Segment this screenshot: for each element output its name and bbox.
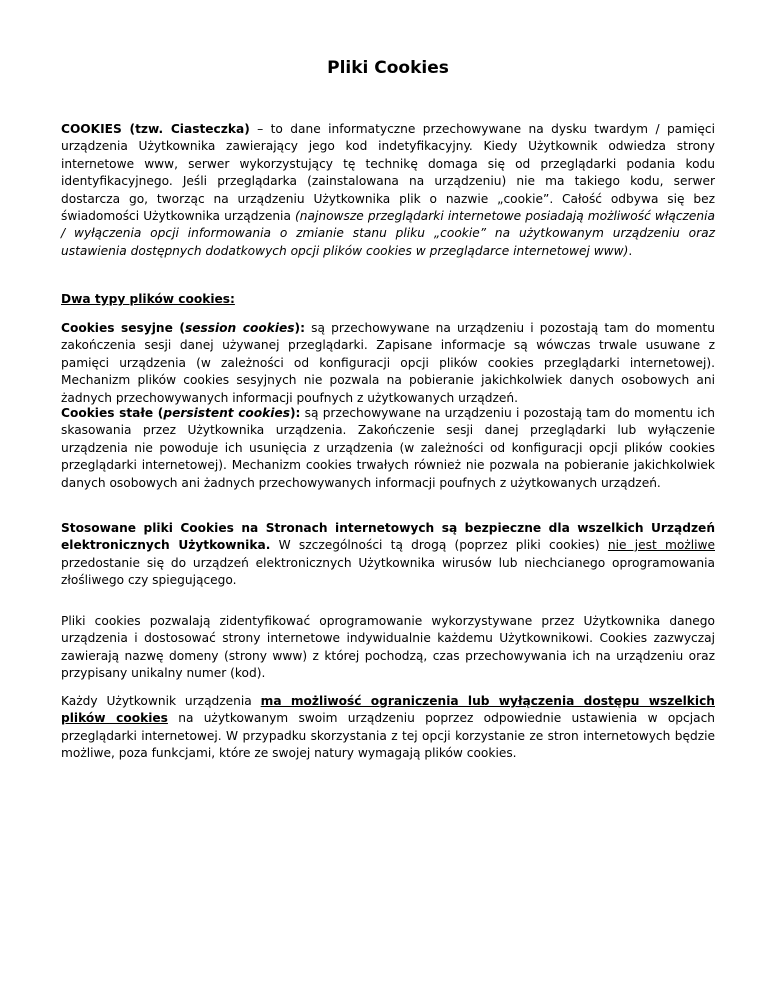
persistent-text: są przechowywane na urządzeniu i pozostają tam do momentu ich skasowania przez Użytkownika urządzenia. Zakończenie sesji danej przeglądarki lub wyłączenie urządzenia nie powoduje ich usunięcia z urządzenia (w zależności od konfiguracji opcji plików cookies przeglądarki internetowej). Mechanizm cookies trwałych również nie pozwala na pobieranie jakichkolwiek danych osobowych ani żadnych przechowywanych informacji poufnych z użytkowanych urządzeń. — [61, 406, 715, 490]
control-bold-underline: ma możliwość ograniczenia lub wyłączenia dostępu wszelkich plików cookies — [61, 694, 715, 726]
intro-paragraph — [61, 121, 715, 260]
safety-underline: nie jest możliwe — [607, 538, 715, 553]
session-text: są przechowywane na urządzeniu i pozostają tam do momentu zakończenia sesji danej używanej przeglądarki. Zapisane informacje są wówczas trwale usuwane z pamięci urządzenia (w zależności od konfiguracji opcji plików cookies przeglądarki internetowej). Mechanizm plików cookies sesyjnych nie pozwala na pobieranie jakichkolwiek danych osobowych ani żadnych przechowywanych informacji poufnych z użytkowanych urządzeń. — [61, 321, 715, 405]
control-text-1: Każdy Użytkownik urządzenia — [61, 694, 261, 708]
safety-paragraph — [61, 520, 715, 590]
intro-end: . — [628, 243, 633, 258]
safety-text-2: przedostanie się do urządzeń elektronicznych Użytkownika wirusów lub niechcianego oprogramowania złośliwego czy spiegującego. — [61, 555, 715, 588]
control-text-2: na użytkowanym swoim urządzeniu poprzez odpowiednie ustawienia w opcjach przeglądarki internetowej. W przypadku skorzystania z tej opcji korzystanie ze stron internetowych będzie możliwe, poza funkcjami, które ze swojej natury wymagają plików cookies. — [61, 711, 715, 761]
control-paragraph — [61, 693, 715, 763]
types-heading: Dwa typy plików cookies: — [61, 292, 235, 306]
persistent-term: Cookies stałe ( — [61, 406, 164, 420]
session-paragraph — [61, 320, 715, 407]
intro-italic: (najnowsze przeglądarki internetowe posiadają możliwość włączenia / wyłączenia opcji informowania o zmianie stanu pliku „cookie” na użytkowanym urządzeniu oraz ustawienia dostępnych dodatkowych opcji plików cookies w przeglądarce internetowej www) — [61, 209, 715, 258]
intro-text: – to dane informatyczne przechowywane na dysku twardym / pamięci urządzenia Użytkownika zawierający jego kod indetyfikacyjny. Kiedy Użytkownik odwiedza strony internetowe www, serwer wykorzystujący tę technikę domaga się od przeglądarki podania kodu identyfikacyjnego. Jeśli przeglądarka (zainstalowana na urządzeniu) nie ma takiego kodu, serwer dostarcza go, tworząc na urządzeniu Użytkownika plik o nazwie „cookie”. Całość odbywa się bez świadomości Użytkownika urządzenia — [61, 122, 715, 224]
persistent-term-italic: persistent cookies — [163, 406, 290, 420]
session-term-italic: session cookies — [184, 321, 295, 335]
session-term: Cookies sesyjne ( — [61, 321, 185, 335]
session-term-end: ): — [294, 321, 305, 335]
safety-text-1: W szczególności tą drogą (poprzez pliki cookies) — [270, 538, 608, 553]
persistent-paragraph — [61, 405, 715, 492]
identify-paragraph: Pliki cookies pozwalają zidentyfikować oprogramowanie wykorzystywane przez Użytkownika danego urządzenia i dostosować strony internetowe indywidualnie każdemu Użytkownikowi. Cookies zazwyczaj zawierają nazwę domeny (strony www) z której pochodzą, czas przechowywania ich na urządzeniu oraz przypisany unikalny numer (kod). — [61, 614, 715, 681]
persistent-term-end: ): — [289, 406, 301, 420]
intro-term: COOKIES (tzw. Ciasteczka) — [61, 122, 250, 136]
page-title: Pliki Cookies — [327, 58, 449, 78]
safety-bold: Stosowane pliki Cookies na Stronach internetowych są bezpieczne dla wszelkich Urządzeń elektronicznych Użytkownika. — [61, 521, 715, 553]
